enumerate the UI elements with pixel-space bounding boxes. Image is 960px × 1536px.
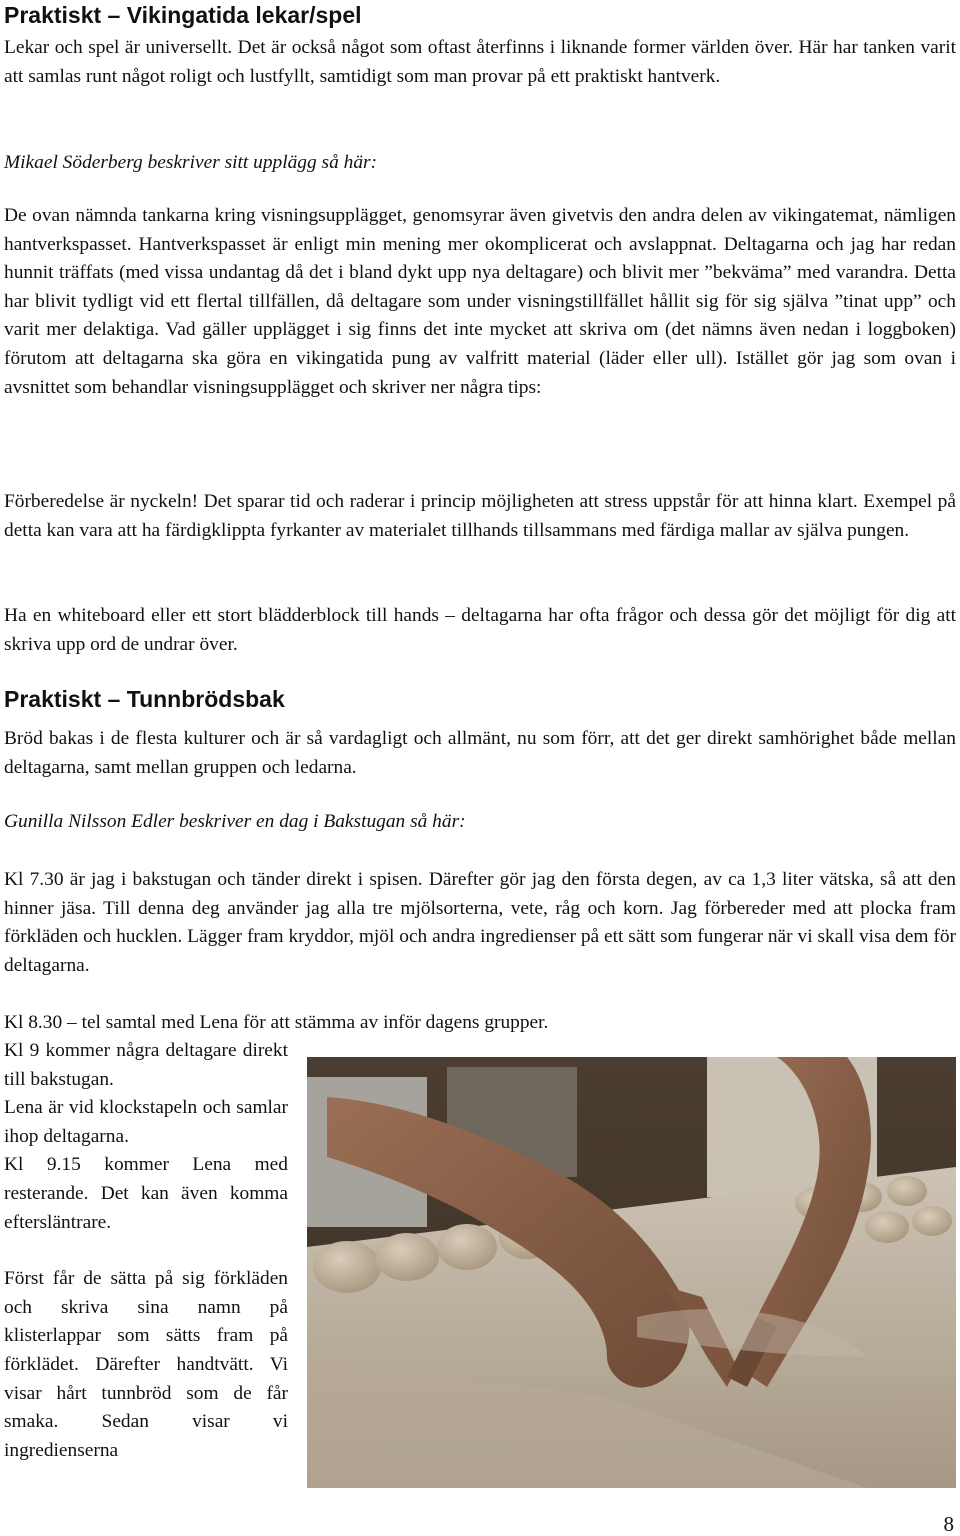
baking-photo [307, 1057, 956, 1488]
paragraph-intro-brod: Bröd bakas i de flesta kulturer och är så vardagligt och allmänt, nu som förr, att det ger direkt samhörighet både mellan deltagarna, samt mellan gruppen och ledarna. [4, 728, 956, 778]
paragraph-intro-lekar: Lekar och spel är universellt. Det är också något som oftast återfinns i liknande former världen över. Här har tanken varit att samlas runt något roligt och lustfyllt, samtidigt som man provar på ett praktiskt hantverk. [4, 37, 956, 87]
paragraph-hantverkspasset: De ovan nämnda tankarna kring visningsupplägget, genomsyrar även givetvis den andra delen av vikingatemat, nämligen hantverkspasset. Hantverkspasset är enligt min mening mer okomplicerat och avslappnat. Deltagarna och jag har redan hunnit träffats (med vissa undantag då det i bland dykt upp nya deltagare) och blivit mer ”bekväma” med varandra. Detta har blivit tydligt vid ett flertal tillfällen, då deltagare som under visningstillfället hållit sig för sig själva ”tinat upp” och varit mer delaktiga. Vad gäller upplägget i sig finns det inte mycket att skriva om (det nämns även nedan i loggboken) förutom att deltagarna ska göra en vikingatida pung av valfritt material (läder eller ull). Istället gör jag som ovan i avsnittet som behandlar visningsupplägget och skriver ner några tips: [4, 205, 956, 398]
page-number: 8 [943, 1512, 954, 1536]
dough-ball [887, 1176, 927, 1206]
quote-intro-mikael: Mikael Söderberg beskriver sitt upplägg så här: [4, 152, 378, 173]
paragraph-forklade: Först får de sätta på sig förkläden och skriva sina namn på klisterlappar som sätts fram på förklädet. Därefter handtvätt. Vi visar hårt tunnbröd som de får smaka. Sedan visar vi ingredienserna [4, 1268, 288, 1461]
dough-ball [375, 1233, 439, 1281]
paragraph-forberedelse: Förberedelse är nyckeln! Det sparar tid och raderar i princip möjligheten att stress uppstår för att hinna klart. Exempel på detta kan vara att ha färdigklippta fyrkanter av materialet tillhands tillsammans med färdiga mallar av själva pungen. [4, 491, 956, 541]
paragraph-kl-730: Kl 7.30 är jag i bakstugan och tänder direkt i spisen. Därefter gör jag den första degen, av ca 1,3 liter vätska, så att den hinner jäsa. Till denna deg använder jag alla tre mjölsorterna, vete, råg och korn. Jag förbereder med att plocka fram förkläden och hucklen. Lägger fram kryddor, mjöl och andra ingredienser på ett sätt som fungerar när vi skall visa dem för deltagarna. [4, 869, 956, 976]
paragraph-kl-9: Kl 9 kommer några deltagare direkt till bakstugan. [4, 1040, 288, 1090]
section-heading-tunnbrodsbak: Praktiskt – Tunnbrödsbak [4, 686, 285, 712]
quote-intro-gunilla: Gunilla Nilsson Edler beskriver en dag i Bakstugan så här: [4, 811, 466, 832]
paragraph-klockstapeln: Lena är vid klockstapeln och samlar ihop deltagarna. [4, 1097, 288, 1147]
paragraph-kl-915: Kl 9.15 kommer Lena med resterande. Det kan även komma eftersläntrare. [4, 1154, 288, 1233]
section-heading-lekar: Praktiskt – Vikingatida lekar/spel [4, 2, 362, 28]
dough-ball [437, 1224, 497, 1270]
dough-ball [313, 1241, 381, 1293]
paragraph-whiteboard: Ha en whiteboard eller ett stort blädderblock till hands – deltagarna har ofta frågor och dessa gör det möjligt för dig att skriva upp ord de undrar över. [4, 605, 956, 655]
paragraph-kl-830: Kl 8.30 – tel samtal med Lena för att stämma av inför dagens grupper. [4, 1012, 549, 1033]
dough-kneading-image [307, 1057, 956, 1488]
schedule-column [4, 1037, 288, 1465]
dough-ball [865, 1211, 909, 1243]
dough-ball [912, 1206, 952, 1236]
